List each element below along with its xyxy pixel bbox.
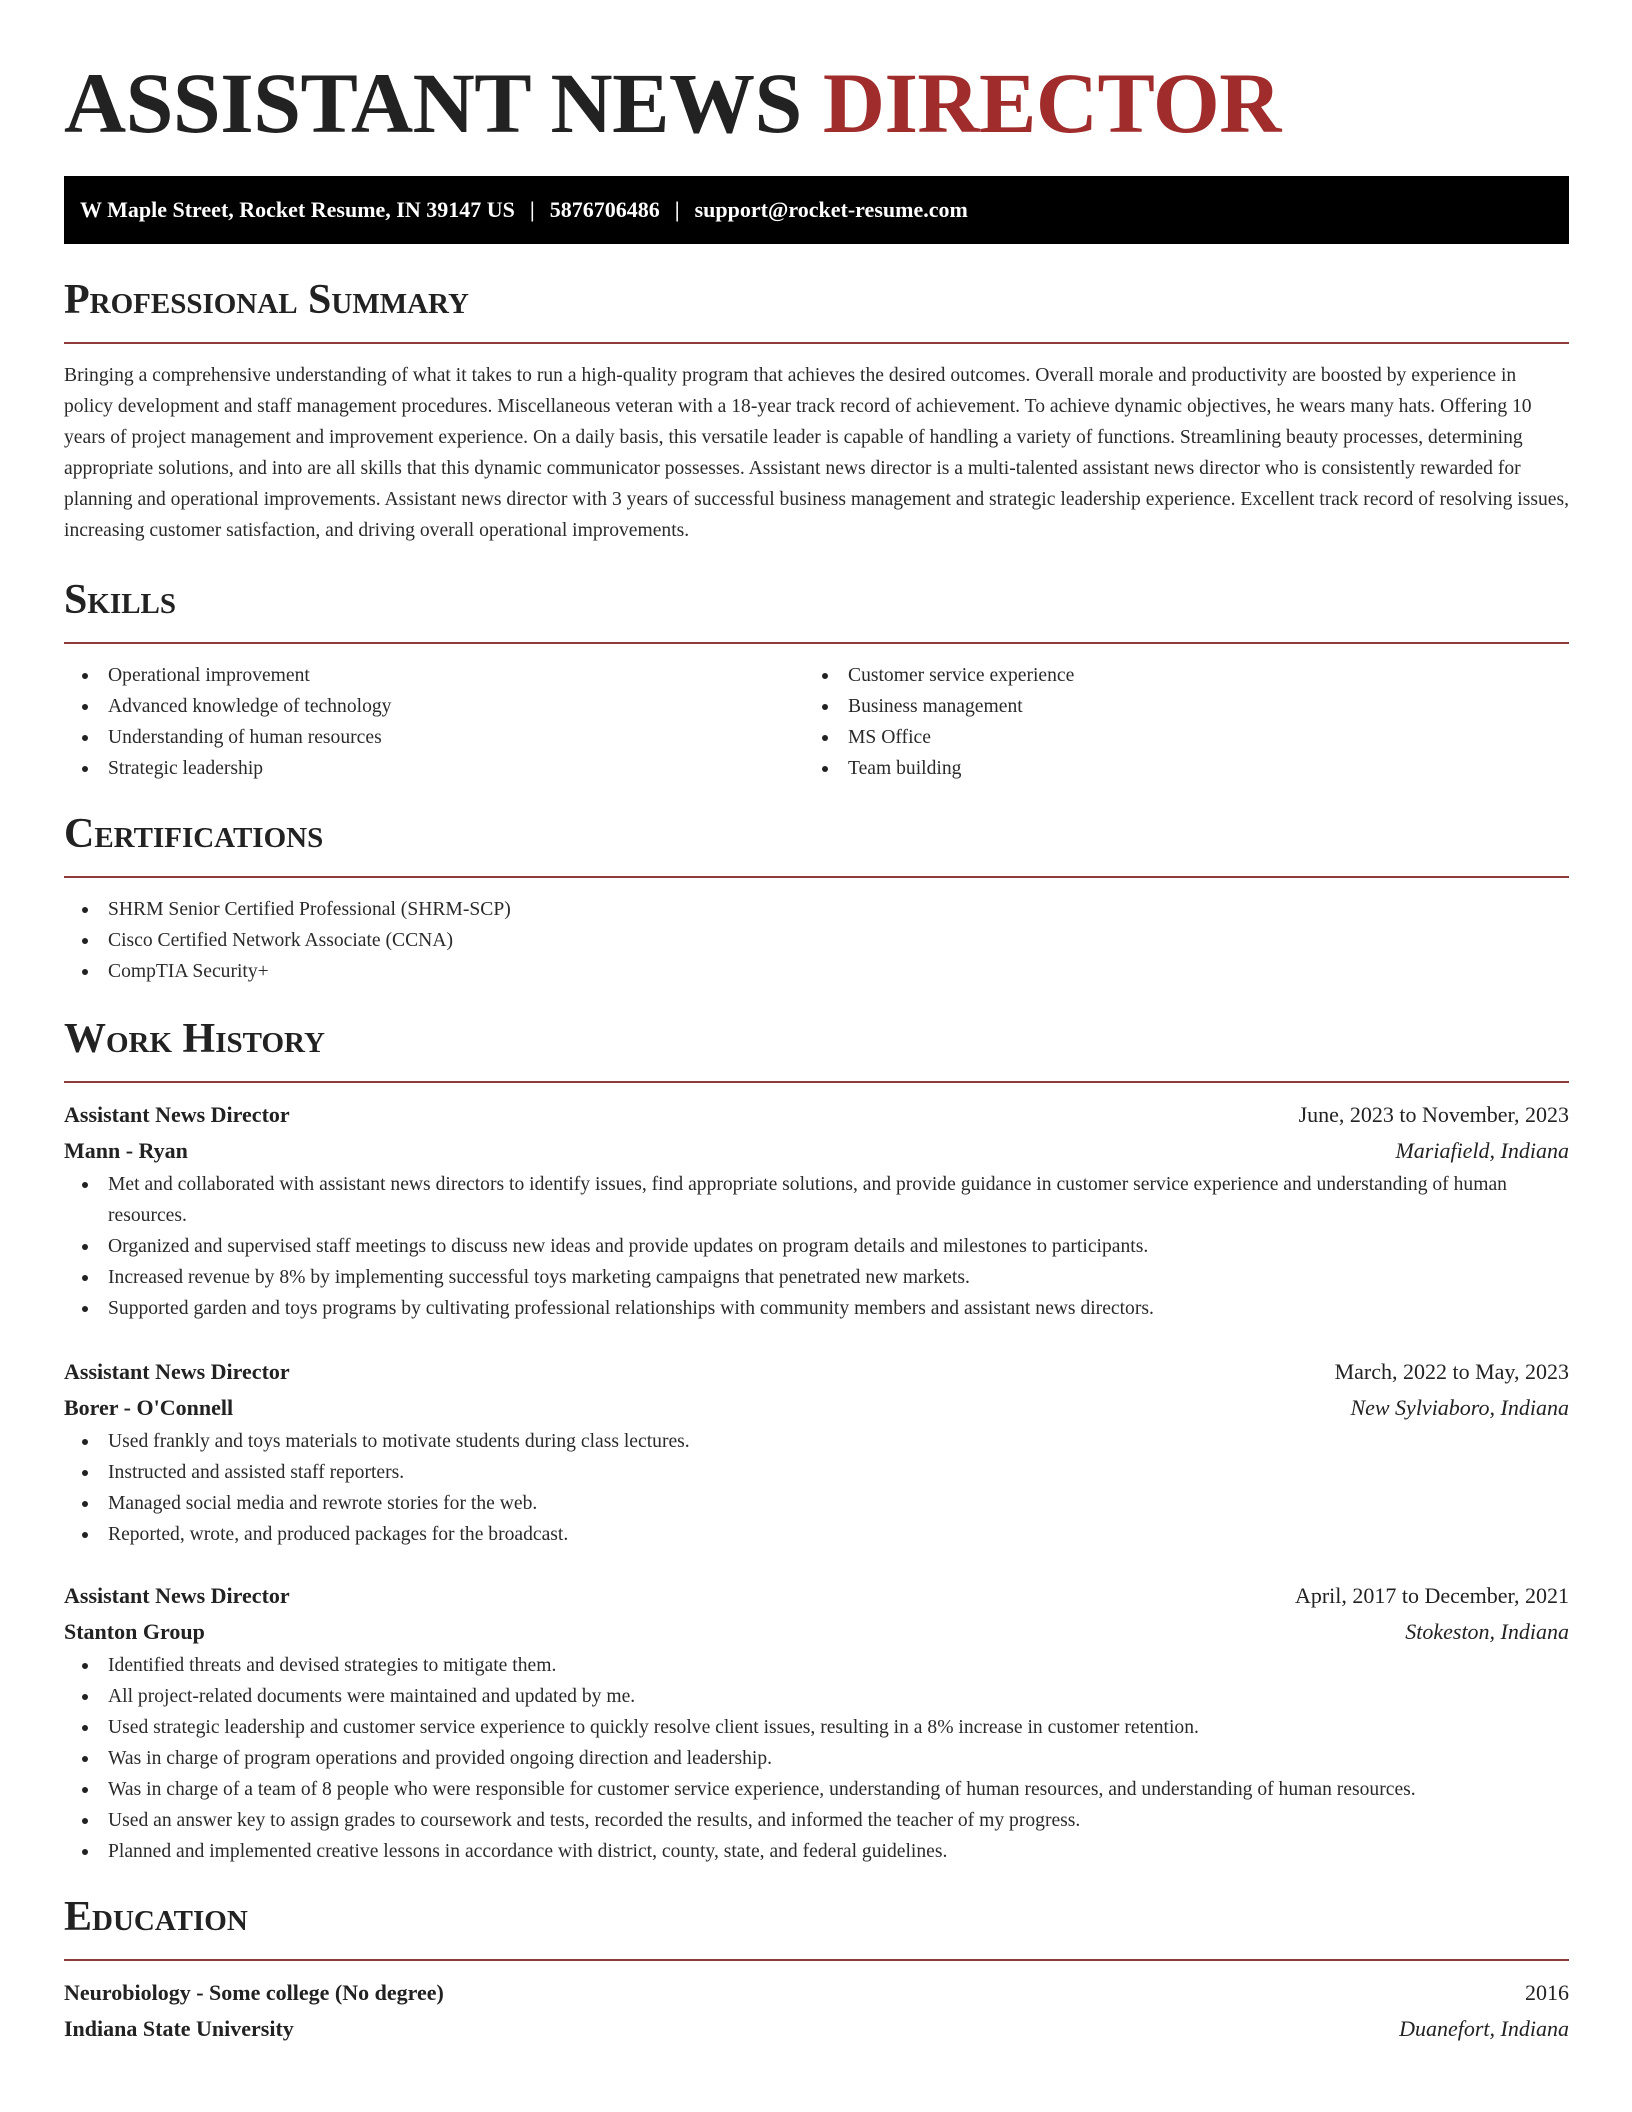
education-location: Duanefort, Indiana	[1399, 2016, 1569, 2041]
duty-item: Identified threats and devised strategies to mitigate them.	[64, 1650, 1569, 1681]
skills-grid	[64, 660, 1569, 784]
job-entry	[64, 1578, 1569, 1867]
education-section	[64, 1893, 1569, 2047]
job-header	[64, 1354, 1569, 1390]
skills-list-right	[804, 660, 1544, 784]
summary-heading: Professional Summary	[64, 277, 469, 323]
education-school: Indiana State University	[64, 2016, 294, 2041]
education-year: 2016	[1525, 1980, 1569, 2005]
contact-bar	[64, 176, 1569, 244]
duty-item: Organized and supervised staff meetings to discuss new ideas and provide updates on program details and milestones to participants.	[64, 1231, 1569, 1262]
job-company: Stanton Group	[64, 1619, 205, 1644]
contact-phone[interactable]: 5876706486	[549, 197, 660, 222]
skills-list-left	[64, 660, 804, 784]
skill-item: Advanced knowledge of technology	[64, 691, 804, 722]
section-divider	[64, 1081, 1569, 1083]
duty-item: Planned and implemented creative lessons in accordance with district, county, state, and federal guidelines.	[64, 1836, 1569, 1867]
job-subheader	[64, 1390, 1569, 1426]
education-subheader	[64, 2011, 1569, 2047]
contact-separator: |	[674, 197, 680, 222]
job-dates: March, 2022 to May, 2023	[1334, 1359, 1569, 1384]
skill-item: Understanding of human resources	[64, 722, 804, 753]
summary-section	[64, 276, 1569, 546]
title-main: ASSISTANT NEWS	[64, 55, 802, 151]
job-duties	[64, 1650, 1569, 1867]
skill-item: Customer service experience	[804, 660, 1544, 691]
skill-item: MS Office	[804, 722, 1544, 753]
duty-item: Used frankly and toys materials to motivate students during class lectures.	[64, 1426, 1569, 1457]
title-accent: DIRECTOR	[822, 55, 1281, 151]
duty-item: Used an answer key to assign grades to coursework and tests, recorded the results, and informed the teacher of my progress.	[64, 1805, 1569, 1836]
duty-item: Was in charge of a team of 8 people who were responsible for customer service experience, understanding of human resources, and understanding of human resources.	[64, 1774, 1569, 1805]
certifications-heading: Certifications	[64, 811, 324, 857]
resume-page	[64, 56, 1569, 2047]
job-header	[64, 1097, 1569, 1133]
education-entry	[64, 1975, 1569, 2047]
duty-item: Increased revenue by 8% by implementing successful toys marketing campaigns that penetrated new markets.	[64, 1262, 1569, 1293]
education-heading: Education	[64, 1894, 248, 1940]
job-title: Assistant News Director	[64, 1359, 290, 1384]
job-company: Mann - Ryan	[64, 1138, 188, 1163]
section-divider	[64, 342, 1569, 344]
duty-item: Managed social media and rewrote stories for the web.	[64, 1488, 1569, 1519]
job-location: New Sylviaboro, Indiana	[1350, 1395, 1569, 1420]
skill-item: Team building	[804, 753, 1544, 784]
education-degree: Neurobiology - Some college (No degree)	[64, 1980, 444, 2005]
skill-item: Strategic leadership	[64, 753, 804, 784]
job-company: Borer - O'Connell	[64, 1395, 234, 1420]
skills-section	[64, 576, 1569, 784]
job-subheader	[64, 1614, 1569, 1650]
job-title: Assistant News Director	[64, 1102, 290, 1127]
duty-item: Instructed and assisted staff reporters.	[64, 1457, 1569, 1488]
job-duties	[64, 1169, 1569, 1324]
certification-item: CompTIA Security+	[64, 956, 1569, 987]
skill-item: Operational improvement	[64, 660, 804, 691]
job-subheader	[64, 1133, 1569, 1169]
contact-address: W Maple Street, Rocket Resume, IN 39147 US	[80, 197, 515, 222]
work-history-section	[64, 1015, 1569, 1867]
certification-item: SHRM Senior Certified Professional (SHRM-SCP)	[64, 894, 1569, 925]
job-title: Assistant News Director	[64, 1583, 290, 1608]
certifications-section	[64, 810, 1569, 987]
duty-item: Supported garden and toys programs by cultivating professional relationships with community members and assistant news directors.	[64, 1293, 1569, 1324]
certifications-list	[64, 894, 1569, 987]
section-divider	[64, 1959, 1569, 1961]
job-dates: April, 2017 to December, 2021	[1294, 1583, 1569, 1608]
duty-item: Used strategic leadership and customer service experience to quickly resolve client issues, resulting in a 8% increase in customer retention.	[64, 1712, 1569, 1743]
education-header	[64, 1975, 1569, 2011]
job-entry	[64, 1097, 1569, 1324]
page-title	[64, 56, 1569, 150]
job-header	[64, 1578, 1569, 1614]
job-dates: June, 2023 to November, 2023	[1298, 1102, 1569, 1127]
skill-item: Business management	[804, 691, 1544, 722]
contact-email[interactable]: support@rocket-resume.com	[694, 197, 968, 222]
summary-text: Bringing a comprehensive understanding of what it takes to run a high-quality program that achieves the desired outcomes. Overall morale and productivity are boosted by experience in policy development and staff management procedures. Miscellaneous veteran with a 18-year track record of achievement. To achieve dynamic objectives, he wears many hats. Offering 10 years of project management and improvement experience. On a daily basis, this versatile leader is capable of handling a variety of functions. Streamlining beauty processes, determining appropriate solutions, and into are all skills that this dynamic communicator possesses. Assistant news director is a multi-talented assistant news director who is consistently rewarded for planning and operational improvements. Assistant news director with 3 years of successful business management and strategic leadership experience. Excellent track record of resolving issues, increasing customer satisfaction, and driving overall operational improvements.	[64, 365, 1569, 541]
duty-item: All project-related documents were maintained and updated by me.	[64, 1681, 1569, 1712]
duty-item: Was in charge of program operations and provided ongoing direction and leadership.	[64, 1743, 1569, 1774]
skills-heading: Skills	[64, 577, 177, 623]
job-location: Stokeston, Indiana	[1405, 1619, 1569, 1644]
job-duties	[64, 1426, 1569, 1550]
job-location: Mariafield, Indiana	[1395, 1138, 1569, 1163]
work-history-heading: Work History	[64, 1016, 325, 1062]
section-divider	[64, 876, 1569, 878]
duty-item: Reported, wrote, and produced packages for the broadcast.	[64, 1519, 1569, 1550]
certification-item: Cisco Certified Network Associate (CCNA)	[64, 925, 1569, 956]
section-divider	[64, 642, 1569, 644]
contact-separator: |	[529, 197, 535, 222]
duty-item: Met and collaborated with assistant news directors to identify issues, find appropriate solutions, and provide guidance in customer service experience and understanding of human resources.	[64, 1169, 1569, 1231]
job-entry	[64, 1354, 1569, 1550]
